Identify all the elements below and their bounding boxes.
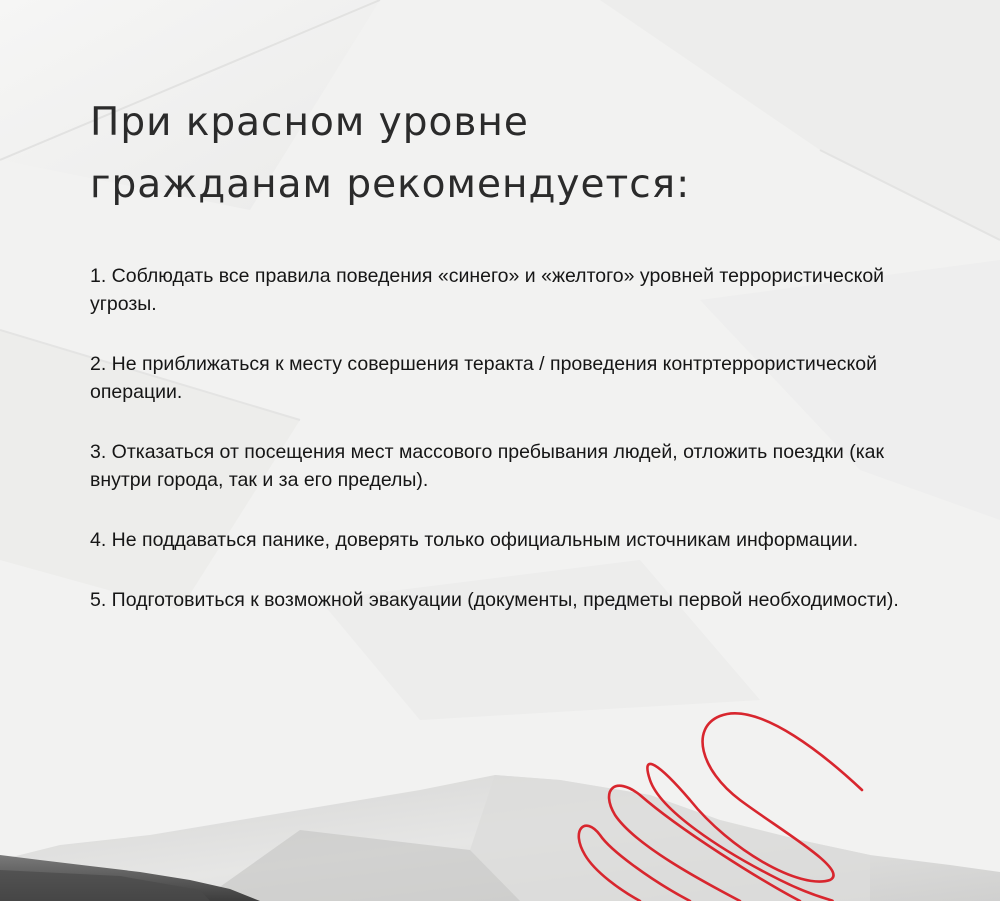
title-line-2: гражданам рекомендуется:	[90, 162, 691, 207]
list-item: 5. Подготовиться к возможной эвакуации (документы, предметы первой необходимости).	[90, 589, 899, 611]
title-line-1: При красном уровне	[90, 100, 529, 145]
list-item: 2. Не приближаться к месту совершения теракта / проведения контртеррористической операции.	[90, 353, 878, 403]
list-item: 3. Отказаться от посещения мест массового пребывания людей, отложить поездки (как внутри города, так и за его пределы).	[90, 441, 885, 491]
list-item: 1. Соблюдать все правила поведения «синего» и «желтого» уровней террористической угрозы.	[90, 265, 885, 315]
list-item: 4. Не поддаваться панике, доверять только официальным источникам информации.	[90, 529, 859, 551]
